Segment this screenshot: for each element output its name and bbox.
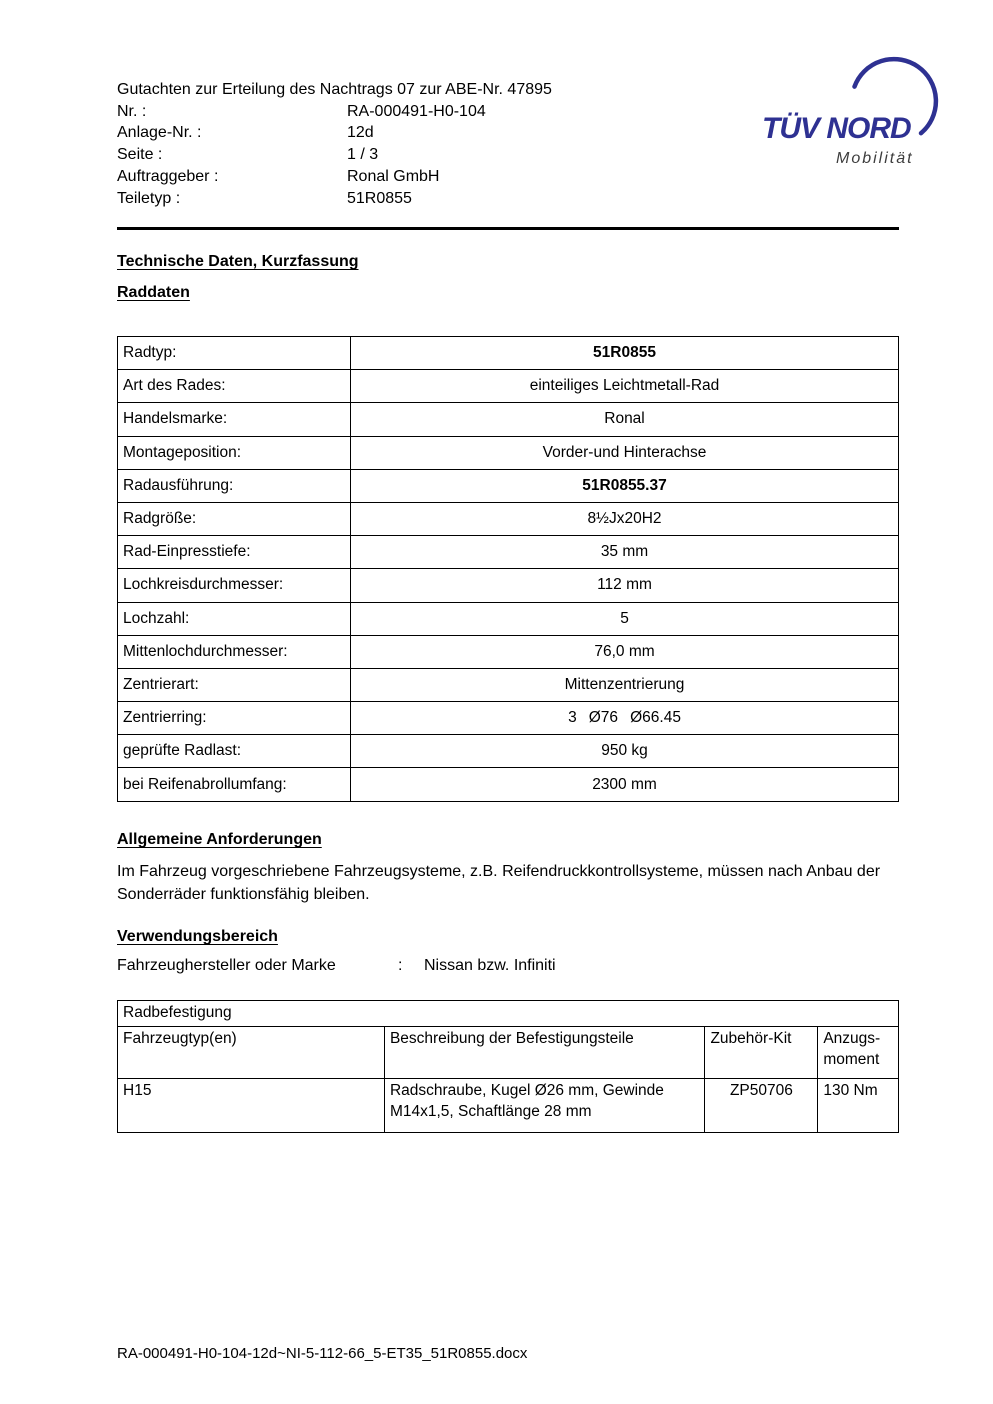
wheel-row-value: 112 mm bbox=[351, 569, 899, 602]
wheel-table-body bbox=[118, 337, 899, 802]
wheel-table-row bbox=[118, 469, 899, 502]
col-header-anzugsmoment: Anzugs-moment bbox=[818, 1027, 899, 1079]
wheel-row-value: 35 mm bbox=[351, 536, 899, 569]
header-field-nr bbox=[117, 101, 552, 123]
header-field-auftraggeber bbox=[117, 166, 552, 188]
wheel-row-value: 5 bbox=[351, 602, 899, 635]
wheel-row-value: Ronal bbox=[351, 403, 899, 436]
field-value: 1 / 3 bbox=[347, 146, 379, 164]
wheel-row-label: Zentrierart: bbox=[118, 668, 351, 701]
wheel-row-value: 8½Jx20H2 bbox=[351, 502, 899, 535]
field-label: Auftraggeber : bbox=[117, 167, 219, 185]
cell-anzugsmoment: 130 Nm bbox=[818, 1079, 899, 1133]
usage-label: Fahrzeughersteller oder Marke bbox=[117, 957, 336, 974]
wheel-row-label: bei Reifenabrollumfang: bbox=[118, 768, 351, 801]
wheel-table-row bbox=[118, 337, 899, 370]
wheel-table-row bbox=[118, 536, 899, 569]
requirements-paragraph: Im Fahrzeug vorgeschriebene Fahrzeugsysteme, z.B. Reifendruckkontrollsysteme, müssen nach Anbau der Sonderräder funktionsfähig bleiben. bbox=[117, 863, 881, 903]
heading-technische-daten: Technische Daten, Kurzfassung bbox=[117, 253, 359, 270]
logo-brand-text: TÜV NORD bbox=[762, 112, 911, 145]
wheel-table-row bbox=[118, 602, 899, 635]
header-block bbox=[117, 79, 552, 209]
wheel-row-label: Handelsmarke: bbox=[118, 403, 351, 436]
field-label: Seite : bbox=[117, 146, 163, 164]
wheel-row-label: Zentrierring: bbox=[118, 702, 351, 735]
wheel-row-label: Mittenlochdurchmesser: bbox=[118, 635, 351, 668]
mount-table-title: Radbefestigung bbox=[118, 1001, 899, 1027]
usage-line bbox=[117, 957, 556, 975]
heading-verwendungsbereich: Verwendungsbereich bbox=[117, 928, 278, 945]
wheel-table-row bbox=[118, 370, 899, 403]
wheel-row-value: 51R0855 bbox=[351, 337, 899, 370]
heading-raddaten: Raddaten bbox=[117, 284, 190, 301]
header-divider-rule bbox=[117, 227, 899, 230]
mount-table-data-row bbox=[118, 1079, 899, 1133]
cell-fahrzeugtyp: H15 bbox=[118, 1079, 385, 1133]
wheel-table-row bbox=[118, 569, 899, 602]
col-header-zubehoer-kit: Zubehör-Kit bbox=[705, 1027, 818, 1079]
wheel-table-row bbox=[118, 668, 899, 701]
wheel-data-table bbox=[117, 336, 899, 802]
wheel-row-value: einteiliges Leichtmetall-Rad bbox=[351, 370, 899, 403]
col-header-beschreibung: Beschreibung der Befestigungsteile bbox=[384, 1027, 705, 1079]
wheel-row-value: 51R0855.37 bbox=[351, 469, 899, 502]
wheel-row-value: Vorder-und Hinterachse bbox=[351, 436, 899, 469]
wheel-table-row bbox=[118, 768, 899, 801]
field-value: 51R0855 bbox=[347, 189, 412, 207]
wheel-row-label: Lochkreisdurchmesser: bbox=[118, 569, 351, 602]
wheel-row-label: Lochzahl: bbox=[118, 602, 351, 635]
cell-zubehoer-kit: ZP50706 bbox=[705, 1079, 818, 1133]
document-title: Gutachten zur Erteilung des Nachtrags 07 zur ABE-Nr. 47895 bbox=[117, 81, 552, 98]
wheel-table-row bbox=[118, 635, 899, 668]
field-label: Teiletyp : bbox=[117, 189, 181, 207]
field-value: 12d bbox=[347, 124, 374, 142]
wheel-table-row bbox=[118, 436, 899, 469]
tuev-nord-logo bbox=[758, 56, 948, 174]
wheel-row-label: geprüfte Radlast: bbox=[118, 735, 351, 768]
field-label: Nr. : bbox=[117, 102, 147, 120]
wheel-table-row bbox=[118, 735, 899, 768]
wheel-row-label: Radtyp: bbox=[118, 337, 351, 370]
wheel-row-label: Art des Rades: bbox=[118, 370, 351, 403]
cell-beschreibung: Radschraube, Kugel Ø26 mm, Gewinde M14x1,5, Schaftlänge 28 mm bbox=[384, 1079, 705, 1133]
field-value: RA-000491-H0-104 bbox=[347, 102, 486, 120]
field-label: Anlage-Nr. : bbox=[117, 124, 202, 142]
header-field-seite bbox=[117, 144, 552, 166]
wheel-row-value: Mittenzentrierung bbox=[351, 668, 899, 701]
wheel-row-label: Radgröße: bbox=[118, 502, 351, 535]
wheel-table-row bbox=[118, 502, 899, 535]
wheel-row-label: Montageposition: bbox=[118, 436, 351, 469]
usage-value: Nissan bzw. Infiniti bbox=[424, 957, 556, 974]
col-header-fahrzeugtyp: Fahrzeugtyp(en) bbox=[118, 1027, 385, 1079]
wheel-row-label: Radausführung: bbox=[118, 469, 351, 502]
tuev-nord-logo-graphic bbox=[758, 56, 948, 174]
wheel-row-value: 76,0 mm bbox=[351, 635, 899, 668]
mount-table-title-row bbox=[118, 1001, 899, 1027]
logo-tagline-text: Mobilität bbox=[836, 150, 914, 167]
header-field-teiletyp bbox=[117, 188, 552, 210]
wheel-row-value: 2300 mm bbox=[351, 768, 899, 801]
heading-allgemeine-anforderungen: Allgemeine Anforderungen bbox=[117, 831, 322, 848]
mount-table bbox=[117, 1000, 899, 1133]
field-value: Ronal GmbH bbox=[347, 167, 440, 185]
wheel-row-value: 3 Ø76 Ø66.45 bbox=[351, 702, 899, 735]
wheel-table-row bbox=[118, 403, 899, 436]
wheel-row-label: Rad-Einpresstiefe: bbox=[118, 536, 351, 569]
header-field-anlage bbox=[117, 122, 552, 144]
footer-filename: RA-000491-H0-104-12d~NI-5-112-66_5-ET35_51R0855.docx bbox=[117, 1345, 528, 1362]
mount-table-header-row bbox=[118, 1027, 899, 1079]
wheel-table-row bbox=[118, 702, 899, 735]
wheel-row-value: 950 kg bbox=[351, 735, 899, 768]
usage-colon: : bbox=[398, 957, 403, 974]
